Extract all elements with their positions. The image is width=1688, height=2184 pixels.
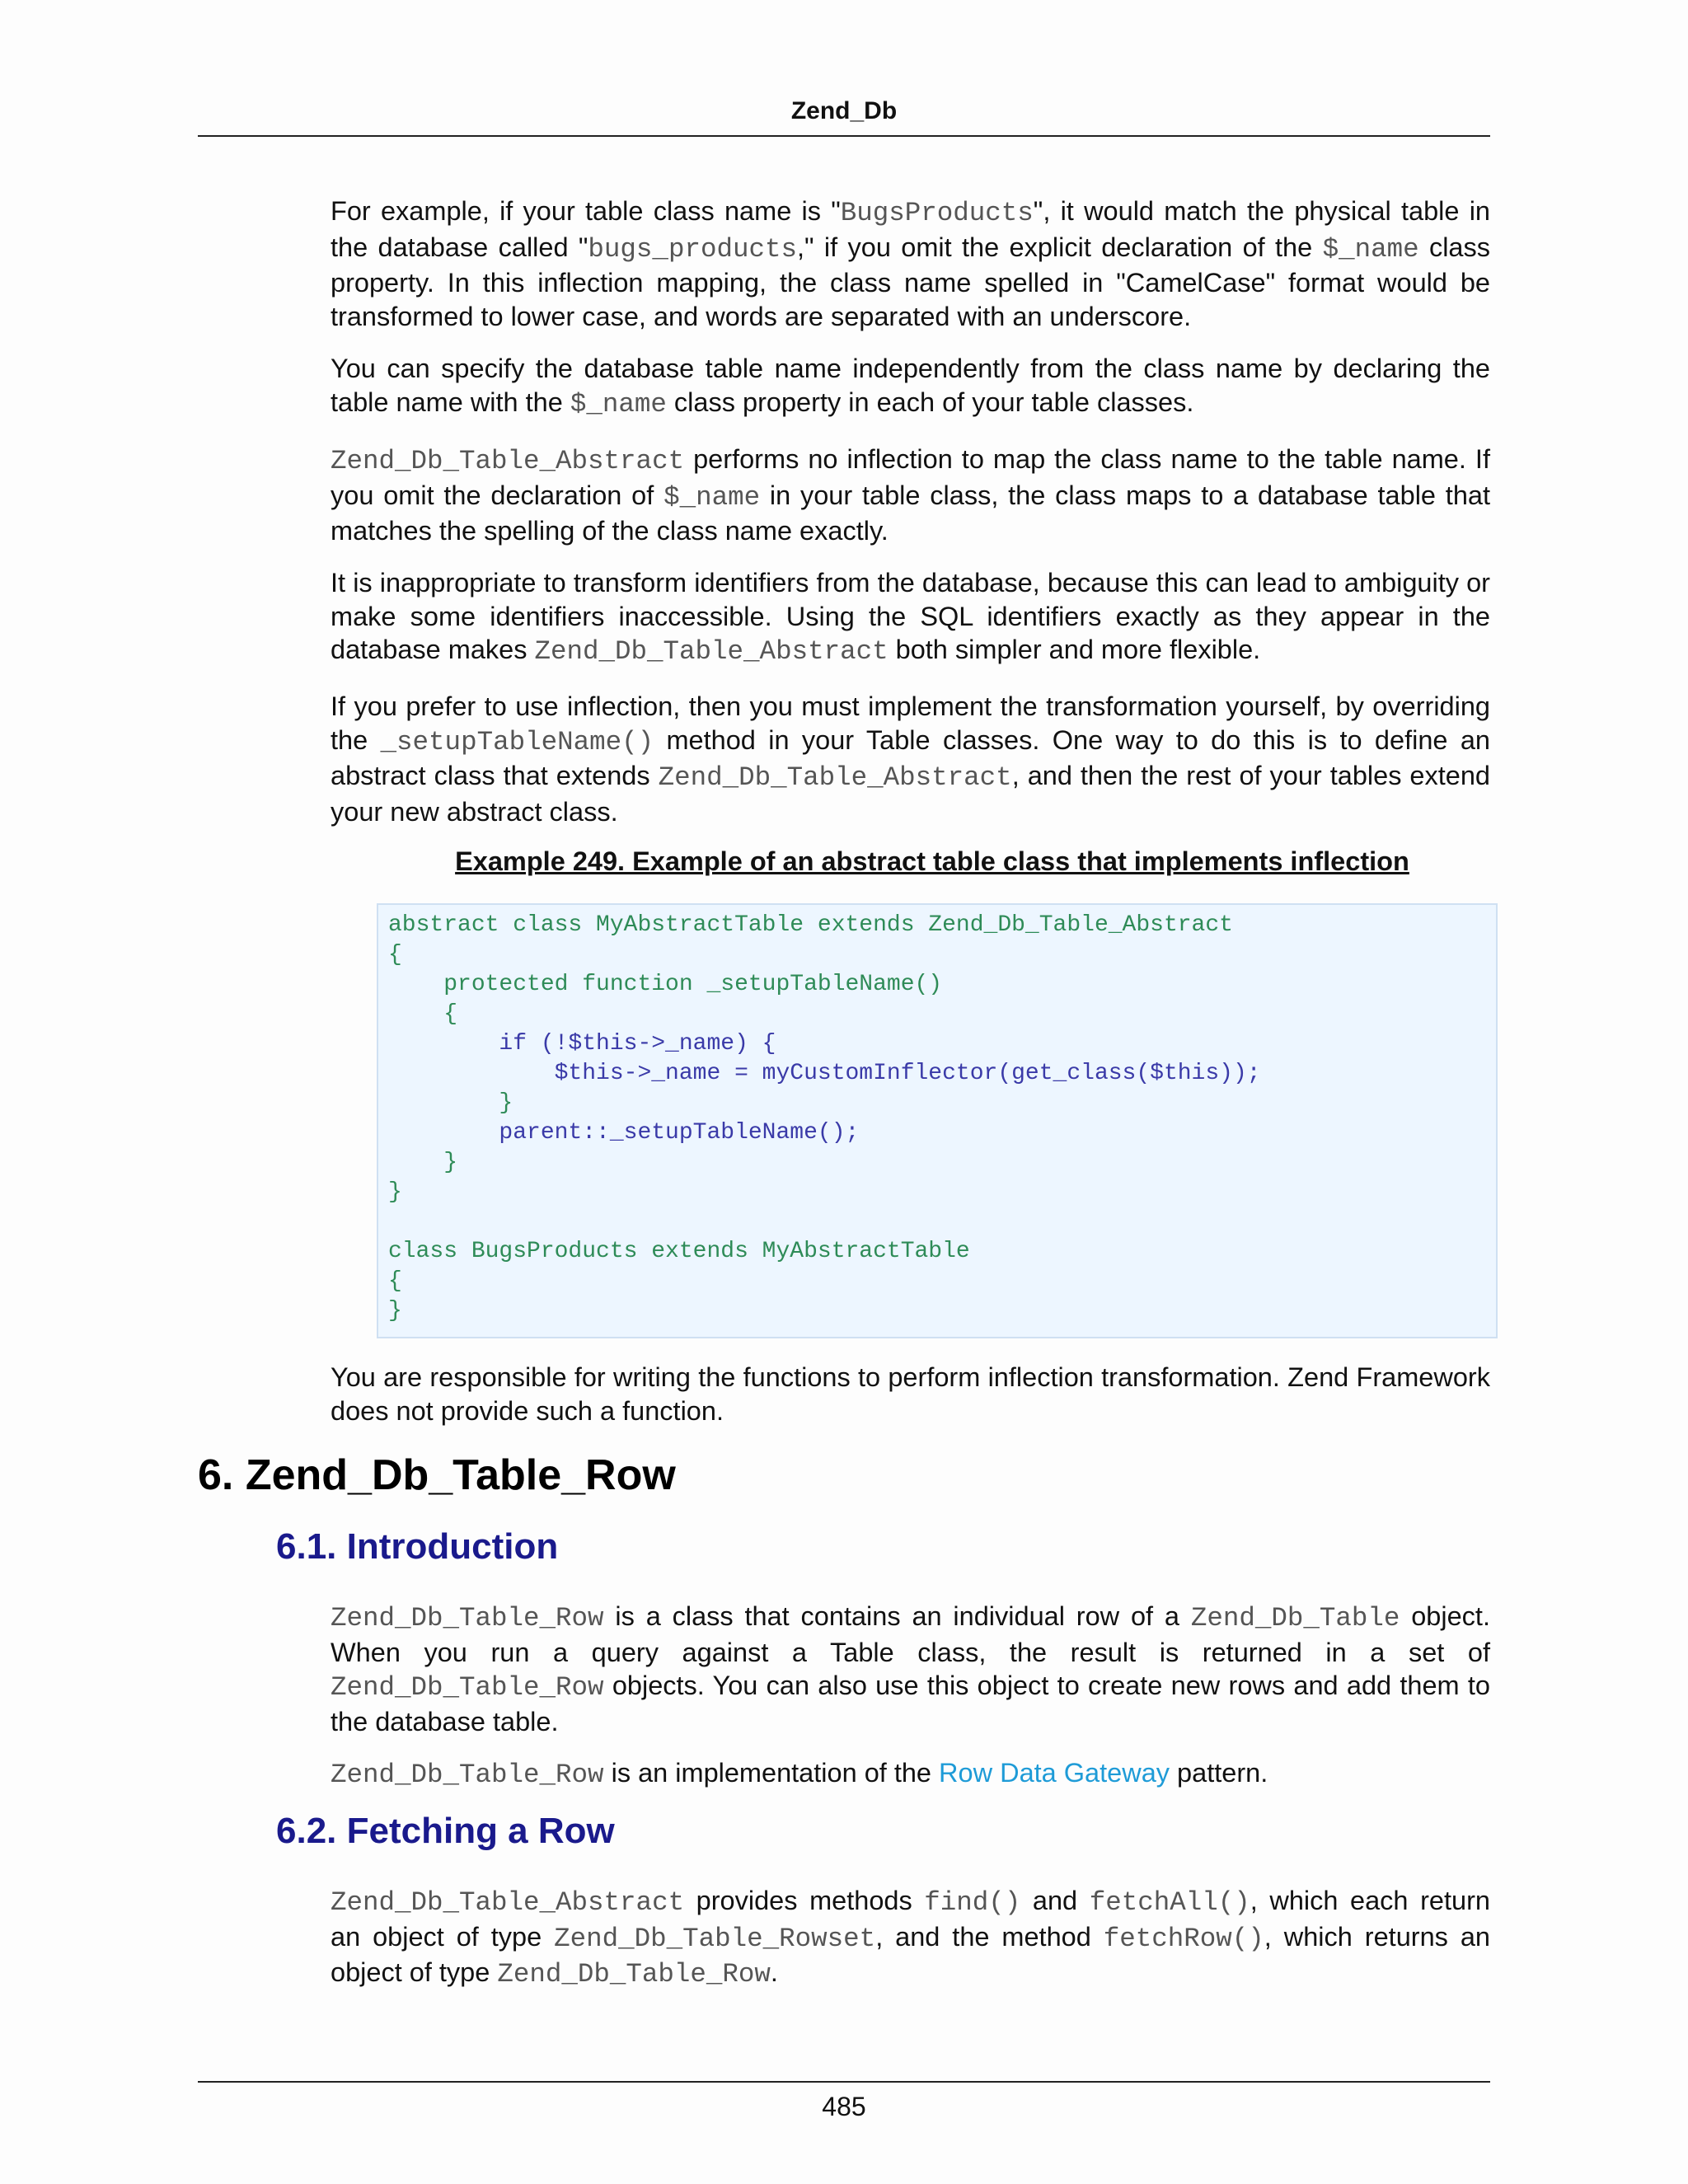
code-example-box: [377, 903, 1498, 1338]
paragraph-row-intro: Zend_Db_Table_Row is a class that contains an individual row of a Zend_Db_Table object. When you run a query against a Table class, the result is returned in a set of Zend_Db_Table_Row objects. You can also use this object to create new rows and add them to the database table.: [331, 1601, 1490, 1736]
running-header: Zend_Db: [790, 97, 898, 124]
code-line: }: [388, 1150, 458, 1175]
paragraph-row-gateway: Zend_Db_Table_Row is an implementation of the Row Data Gateway pattern.: [331, 1758, 1268, 1790]
code-line: }: [388, 1179, 402, 1205]
section-heading: 6. Zend_Db_Table_Row: [198, 1451, 676, 1499]
code-line: class BugsProducts extends MyAbstractTable: [388, 1239, 970, 1264]
subsection-heading-introduction: 6.1. Introduction: [276, 1526, 559, 1567]
code-line: {: [388, 1001, 458, 1027]
subsection-heading-fetching: 6.2. Fetching a Row: [276, 1811, 615, 1851]
header-rule: [198, 135, 1490, 137]
row-data-gateway-link[interactable]: Row Data Gateway: [939, 1758, 1170, 1788]
code-listing: [388, 911, 1496, 1326]
paragraph-inappropriate-transform: It is inappropriate to transform identifiers from the database, because this can lead to ambiguity or make some identifiers inaccessible. Using the SQL identifiers exactly as they appear in the database makes Zend_Db_Table_Abstract both simpler and more flexible.: [331, 568, 1490, 667]
paragraph-specify-table-name: You can specify the database table name independently from the class name by declaring the table name with the $_name class property in each of your table classes.: [331, 354, 1490, 419]
code-line: abstract class MyAbstractTable extends Zend_Db_Table_Abstract: [388, 912, 1233, 938]
code-line: $this->_name = myCustomInflector(get_class($this));: [388, 1061, 1261, 1086]
footer-rule: [198, 2081, 1490, 2083]
code-line: }: [388, 1090, 513, 1116]
paragraph-responsible: You are responsible for writing the functions to perform inflection transformation. Zend Framework does not provide such a function.: [331, 1362, 1490, 1426]
code-line: {: [388, 942, 402, 968]
code-line: parent::_setupTableName();: [388, 1120, 860, 1146]
page-number: 485: [822, 2092, 866, 2121]
paragraph-use-inflection: If you prefer to use inflection, then you must implement the transformation yourself, by overriding the _setupTableName() method in your Table classes. One way to do this is to define an abstract class that extends Zend_Db_Table_Abstract, and then the rest of your tables extend your new abstract class.: [331, 691, 1491, 827]
paragraph-fetching-methods: Zend_Db_Table_Abstract provides methods find() and fetchAll(), which each return an object of type Zend_Db_Table_Rowset, and the method fetchRow(), which returns an object of type Zend_Db_Table_Row.: [331, 1886, 1490, 1990]
code-line: if (!$this->_name) {: [388, 1031, 776, 1057]
paragraph-table-class-naming: For example, if your table class name is "BugsProducts", it would match the physical table in the database called "bugs_products," if you omit the explicit declaration of the $_name class property. In this inflection mapping, the class name spelled in "CamelCase" format would be transformed to lower case, and words are separated with an underscore.: [331, 196, 1490, 331]
paragraph-no-inflection: Zend_Db_Table_Abstract performs no inflection to map the class name to the table name. If you omit the declaration of $_name in your table class, the class maps to a database table that matches the spelling of the class name exactly.: [331, 444, 1490, 546]
code-line: }: [388, 1298, 402, 1324]
code-line: {: [388, 1268, 402, 1294]
example-caption: Example 249. Example of an abstract table class that implements inflection: [455, 846, 1409, 876]
code-line: protected function _setupTableName(): [388, 972, 943, 997]
